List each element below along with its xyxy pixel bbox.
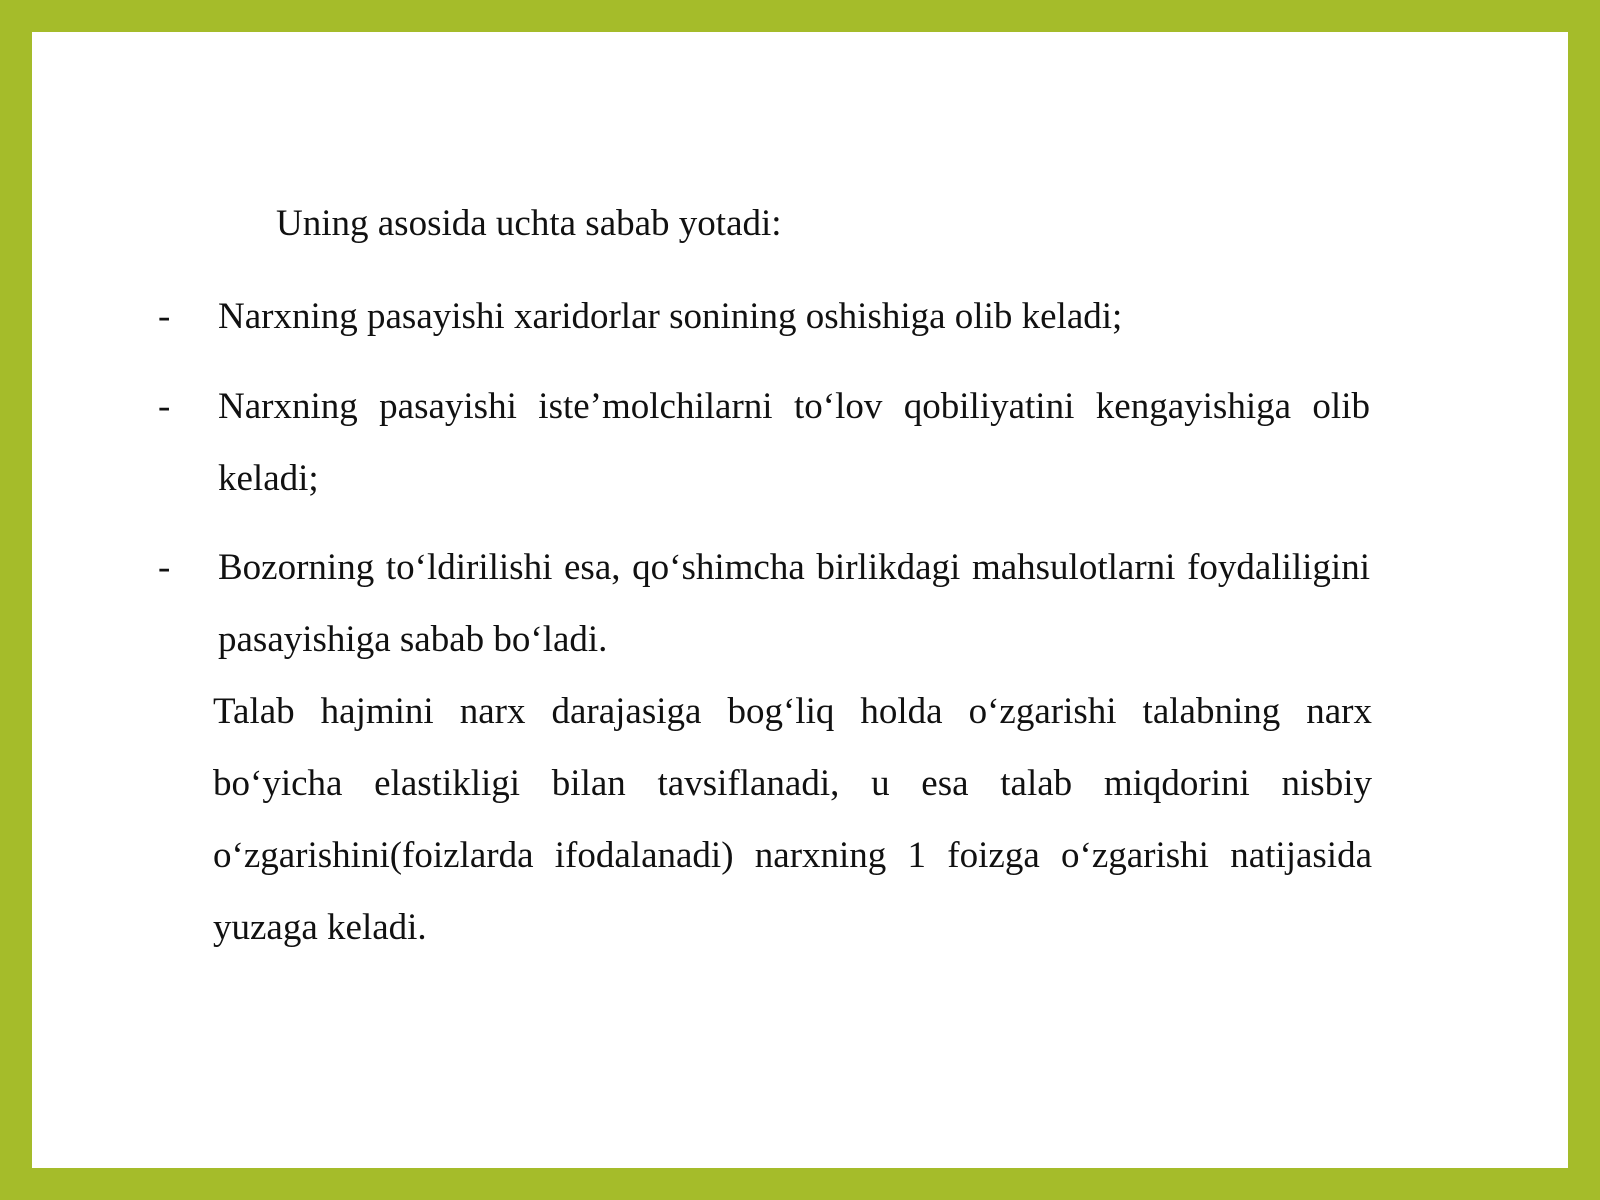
bullet-text: Narxning pasayishi xaridorlar sonining oshishiga olib keladi; xyxy=(218,296,1123,337)
bullet-text: Narxning pasayishi iste’molchilarni to‘lov qobiliyatini kengayishiga olib keladi; xyxy=(218,386,1370,499)
bullet-dash: - xyxy=(158,296,171,337)
slide-content xyxy=(32,32,1568,1168)
slide-canvas xyxy=(32,32,1568,1168)
elasticity-paragraph: Talab hajmini narx darajasiga bog‘liq holda o‘zgarishi talabning narx bo‘yicha elastikligi bilan tavsiflanadi, u esa talab miqdorini nisbiy o‘zgarishini(foizlarda ifodalanadi) narxning 1 foizga o‘zgarishi natijasida yuzaga keladi. xyxy=(213,691,1372,948)
intro-text: Uning asosida uchta sabab yotadi: xyxy=(276,203,782,244)
bullet-text: Bozorning to‘ldirilishi esa, qo‘shimcha birlikdagi mahsulotlarni foydaliligini pasayishiga sabab bo‘ladi. xyxy=(218,547,1370,660)
bullet-dash: - xyxy=(158,547,171,588)
bullet-dash: - xyxy=(158,386,171,427)
